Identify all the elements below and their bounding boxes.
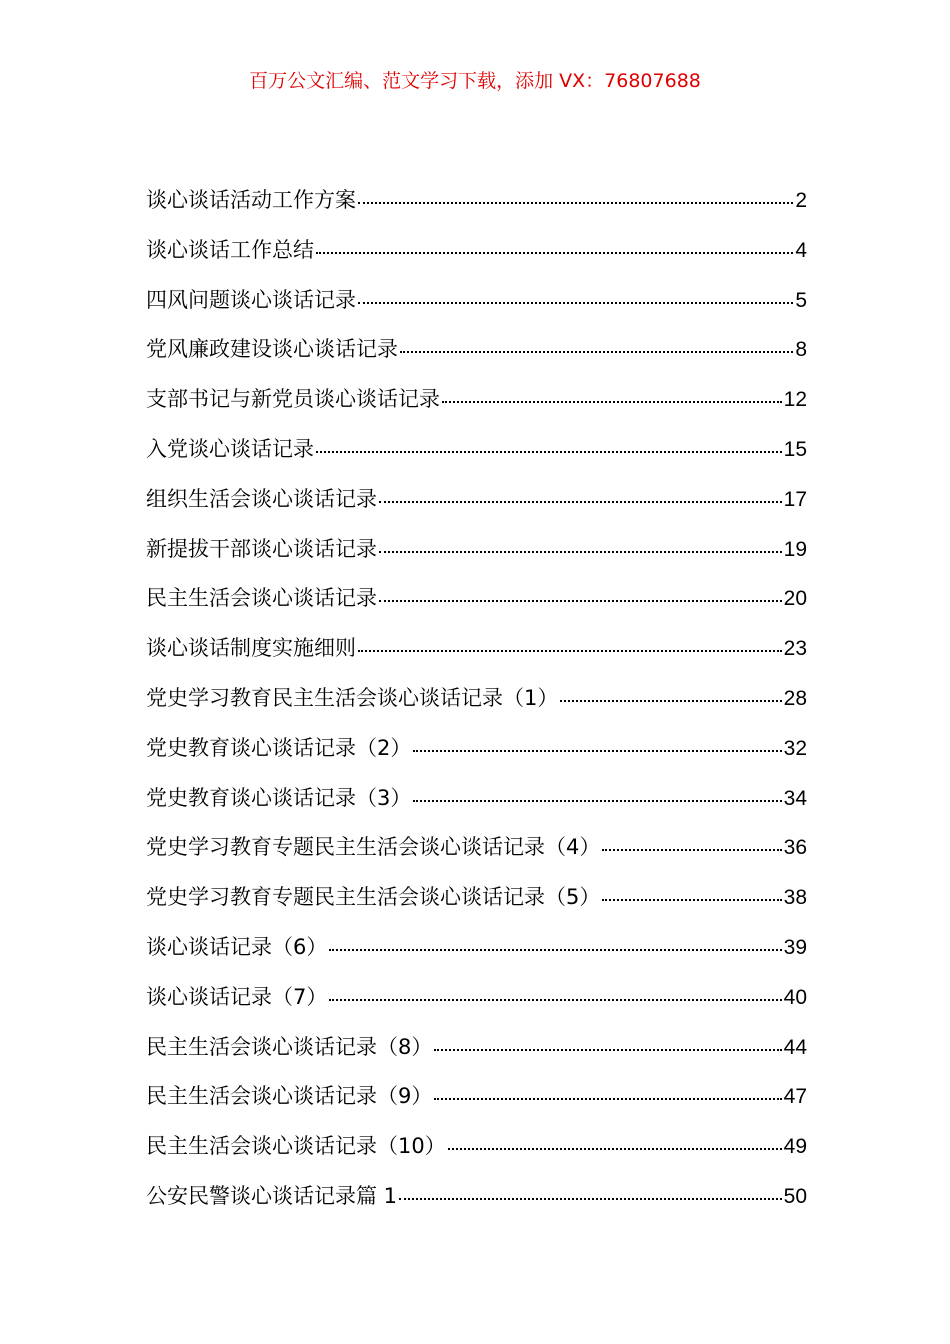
toc-entry-title: 谈心谈话记录（7） xyxy=(146,984,328,1009)
toc-entry-title: 民主生活会谈心谈话记录（8） xyxy=(146,1034,433,1059)
toc-entry[interactable] xyxy=(146,1030,807,1080)
toc-entry-page-number: 19 xyxy=(783,537,807,561)
toc-dot-leader xyxy=(358,200,793,204)
toc-entry[interactable] xyxy=(146,283,807,333)
toc-dot-leader xyxy=(413,798,781,802)
toc-dot-leader xyxy=(329,947,781,951)
toc-entry-title: 入党谈心谈话记录 xyxy=(146,436,314,461)
toc-entry-title: 党史教育谈心谈话记录（2） xyxy=(146,735,412,760)
toc-entry[interactable] xyxy=(146,830,807,880)
toc-entry-title: 支部书记与新党员谈心谈话记录 xyxy=(146,387,440,412)
toc-entry-title: 四风问题谈心谈话记录 xyxy=(146,287,356,312)
toc-dot-leader xyxy=(399,1196,782,1200)
toc-entry-title: 组织生活会谈心谈话记录 xyxy=(146,486,377,511)
toc-dot-leader xyxy=(358,648,782,652)
toc-entry[interactable] xyxy=(146,1179,807,1229)
toc-entry-page-number: 39 xyxy=(783,935,807,959)
toc-entry-page-number: 34 xyxy=(783,786,807,810)
toc-entry-page-number: 20 xyxy=(783,587,807,611)
toc-dot-leader xyxy=(379,499,782,503)
toc-dot-leader xyxy=(379,598,782,602)
toc-entry[interactable] xyxy=(146,681,807,731)
toc-dot-leader xyxy=(434,1047,781,1051)
toc-entry-title: 民主生活会谈心谈话记录 xyxy=(146,586,377,611)
toc-dot-leader xyxy=(316,250,793,254)
toc-entry[interactable] xyxy=(146,631,807,681)
toc-entry-page-number: 49 xyxy=(783,1135,807,1159)
toc-entry[interactable] xyxy=(146,432,807,482)
toc-entry-page-number: 38 xyxy=(783,886,807,910)
toc-entry-title: 谈心谈话记录（6） xyxy=(146,934,328,959)
toc-entry-page-number: 12 xyxy=(783,388,807,412)
toc-entry-title: 新提拔干部谈心谈话记录 xyxy=(146,536,377,561)
toc-entry-page-number: 15 xyxy=(783,437,807,461)
toc-entry-page-number: 47 xyxy=(783,1085,807,1109)
toc-entry[interactable] xyxy=(146,581,807,631)
toc-dot-leader xyxy=(316,449,782,453)
toc-entry-page-number: 8 xyxy=(795,338,807,362)
toc-entry-page-number: 44 xyxy=(783,1035,807,1059)
toc-entry-title: 党史教育谈心谈话记录（3） xyxy=(146,785,412,810)
toc-dot-leader xyxy=(434,1096,781,1100)
toc-entry-title: 民主生活会谈心谈话记录（10） xyxy=(146,1134,446,1159)
toc-entry-page-number: 36 xyxy=(783,836,807,860)
toc-entry-title: 谈心谈话工作总结 xyxy=(146,237,314,262)
toc-dot-leader xyxy=(400,349,793,353)
toc-dot-leader xyxy=(602,847,781,851)
table-of-contents xyxy=(146,183,807,1229)
toc-entry[interactable] xyxy=(146,880,807,930)
toc-dot-leader xyxy=(379,549,782,553)
toc-entry[interactable] xyxy=(146,183,807,233)
toc-entry-title: 党风廉政建设谈心谈话记录 xyxy=(146,337,398,362)
toc-entry-title: 民主生活会谈心谈话记录（9） xyxy=(146,1084,433,1109)
toc-dot-leader xyxy=(413,748,781,752)
toc-dot-leader xyxy=(448,1146,782,1150)
toc-entry-page-number: 17 xyxy=(783,487,807,511)
toc-entry-page-number: 28 xyxy=(783,686,807,710)
toc-entry[interactable] xyxy=(146,482,807,532)
toc-entry-title: 党史学习教育专题民主生活会谈心谈话记录（5） xyxy=(146,885,601,910)
toc-dot-leader xyxy=(602,897,781,901)
toc-entry[interactable] xyxy=(146,930,807,980)
toc-entry-title: 谈心谈话活动工作方案 xyxy=(146,188,356,212)
toc-entry[interactable] xyxy=(146,781,807,831)
toc-entry-page-number: 5 xyxy=(795,288,807,312)
toc-dot-leader xyxy=(358,300,793,304)
toc-entry-title: 党史学习教育民主生活会谈心谈话记录（1） xyxy=(146,685,559,710)
toc-entry-title: 党史学习教育专题民主生活会谈心谈话记录（4） xyxy=(146,835,601,860)
toc-entry[interactable] xyxy=(146,1079,807,1129)
toc-entry[interactable] xyxy=(146,382,807,432)
toc-dot-leader xyxy=(329,997,781,1001)
toc-entry[interactable] xyxy=(146,233,807,283)
toc-entry-page-number: 2 xyxy=(795,189,807,212)
toc-entry[interactable] xyxy=(146,332,807,382)
toc-entry-page-number: 40 xyxy=(783,985,807,1009)
toc-entry-page-number: 32 xyxy=(783,736,807,760)
toc-entry-title: 公安民警谈心谈话记录篇 1 xyxy=(146,1183,398,1208)
page-header-notice: 百万公文汇编、范文学习下载，添加 VX：76807688 xyxy=(249,70,701,92)
toc-entry[interactable] xyxy=(146,1129,807,1179)
toc-entry[interactable] xyxy=(146,980,807,1030)
toc-entry-page-number: 4 xyxy=(795,238,807,262)
toc-entry[interactable] xyxy=(146,532,807,582)
toc-entry-title: 谈心谈话制度实施细则 xyxy=(146,636,356,661)
toc-dot-leader xyxy=(560,698,781,702)
toc-entry-page-number: 23 xyxy=(783,637,807,661)
toc-entry[interactable] xyxy=(146,731,807,781)
toc-dot-leader xyxy=(442,399,782,403)
toc-entry-page-number: 50 xyxy=(783,1184,807,1208)
